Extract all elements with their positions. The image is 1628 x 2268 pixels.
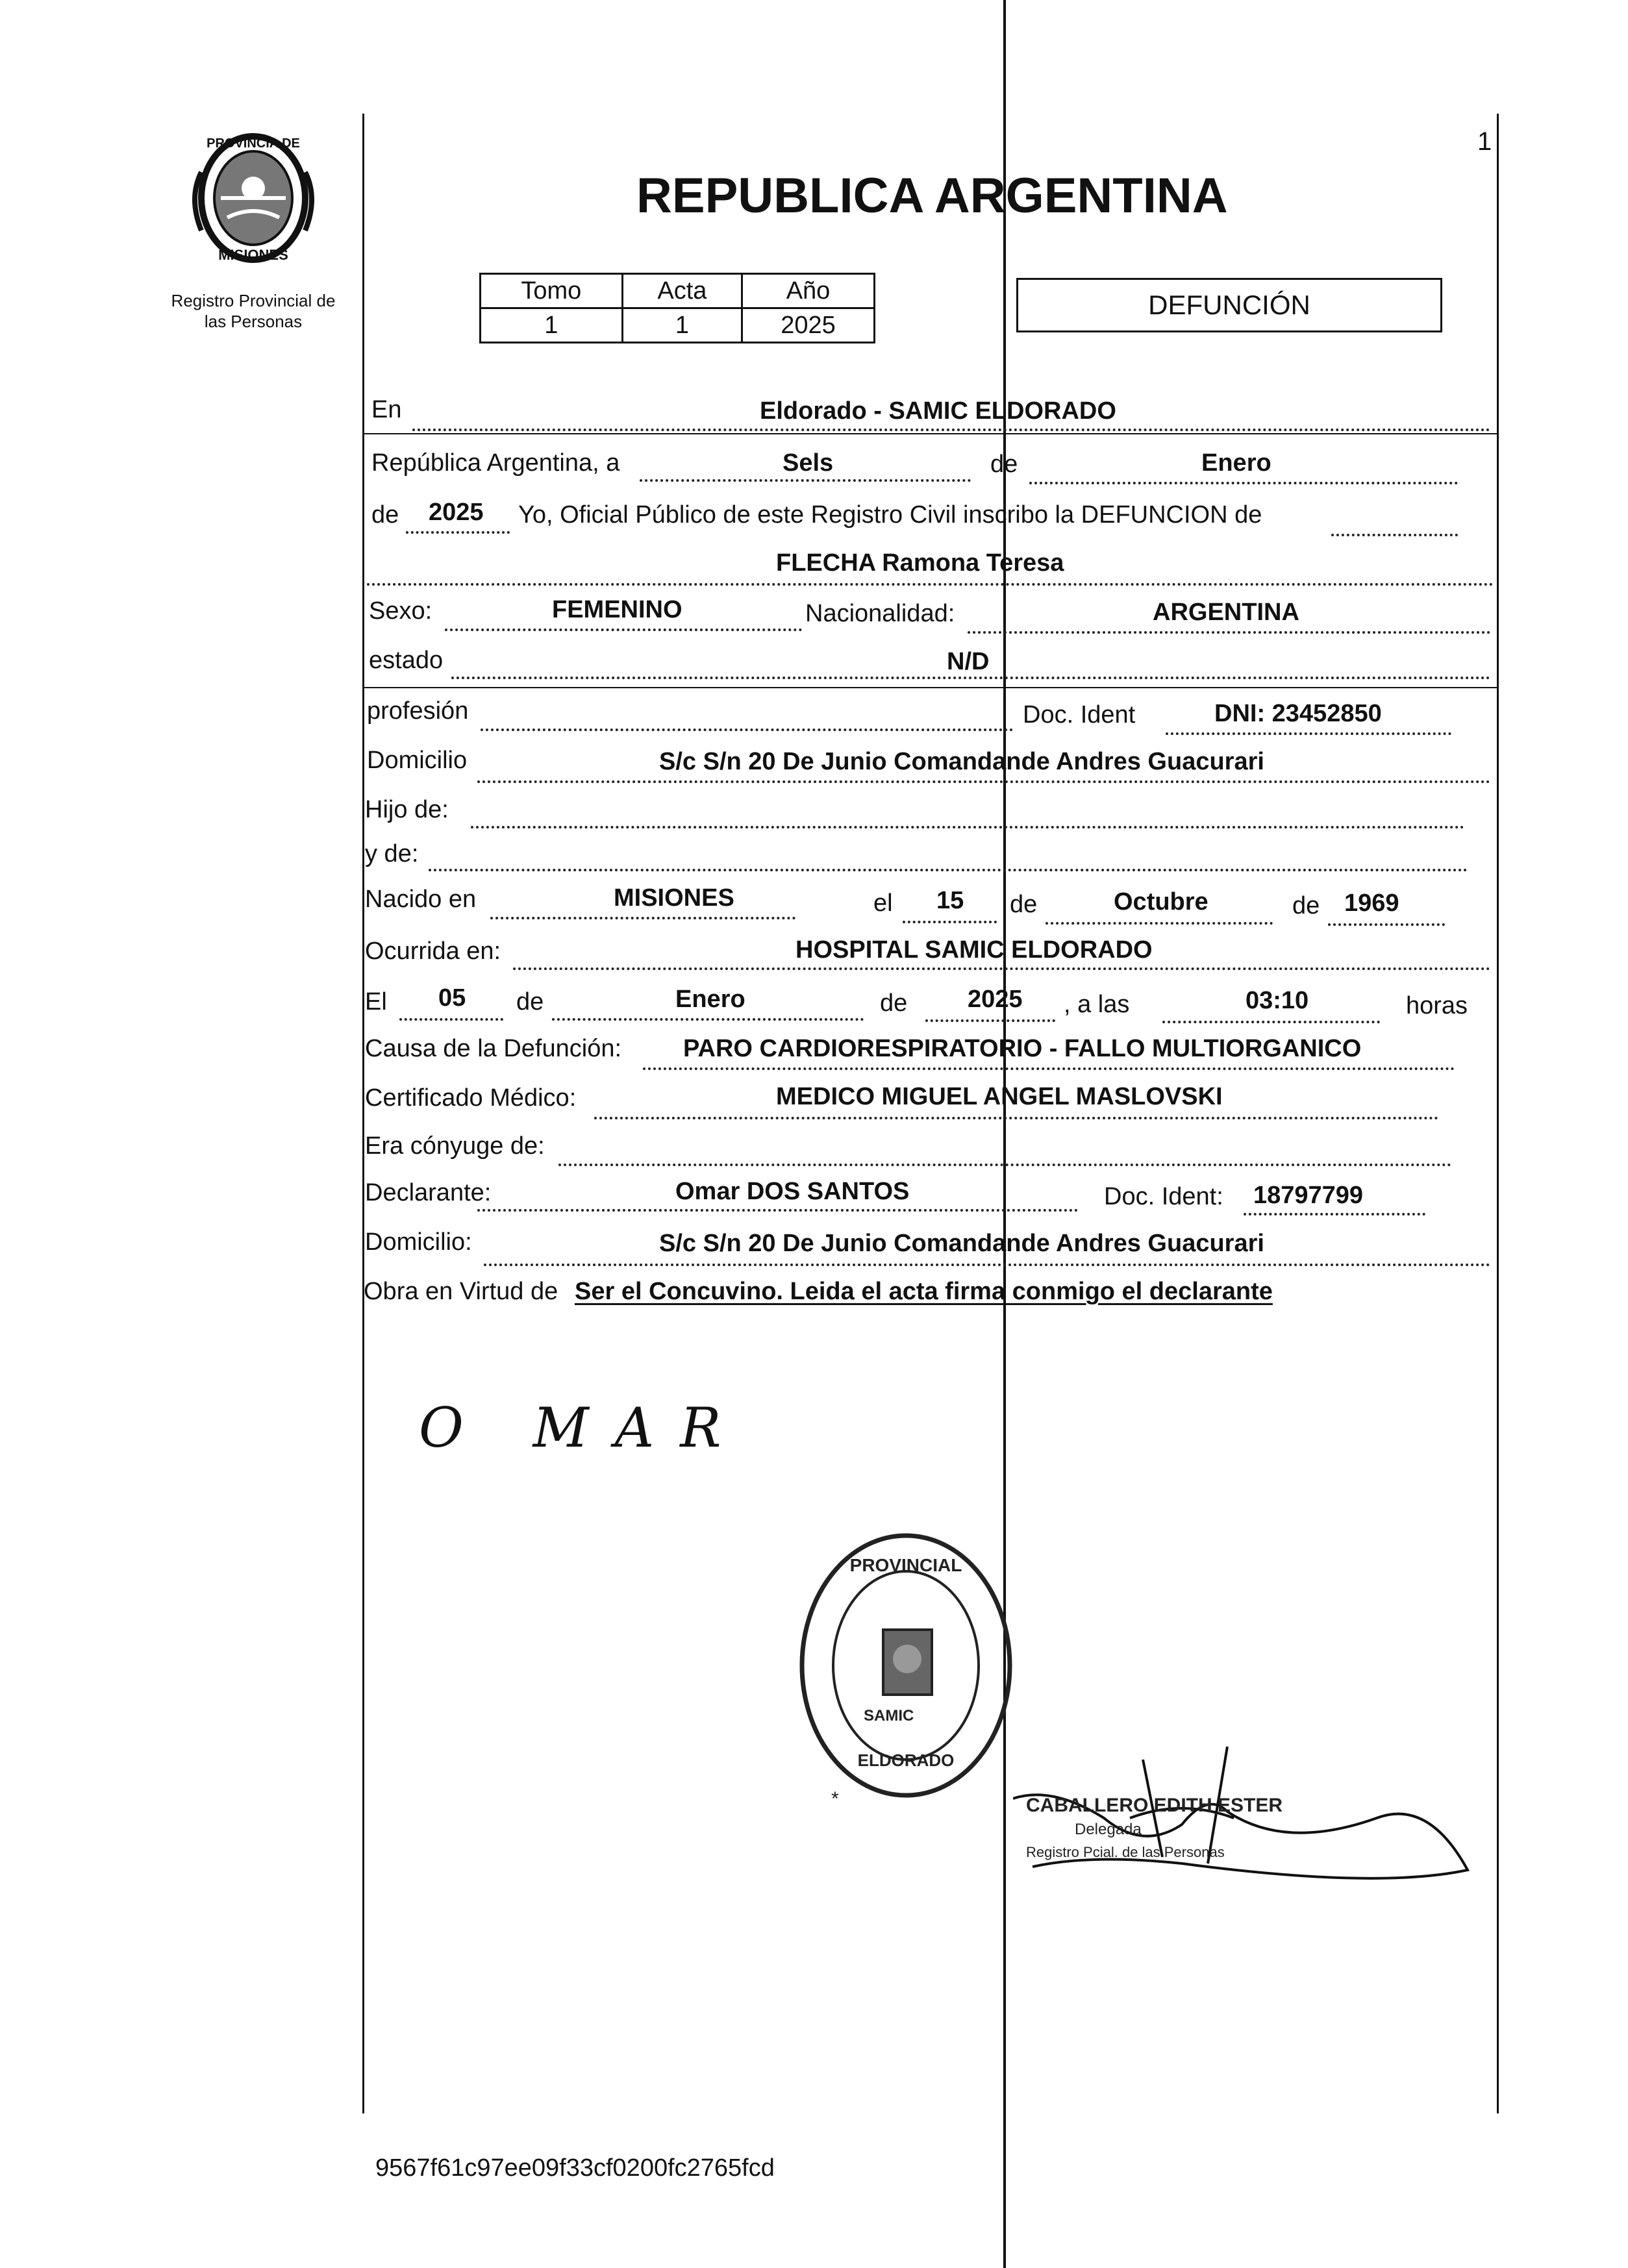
sexo-dotline (445, 629, 802, 631)
death-month-value: Enero (675, 986, 745, 1013)
right-border-line (1497, 114, 1499, 2113)
svg-text:Delegada: Delegada (1075, 1821, 1142, 1838)
death-de2-label: de (880, 990, 908, 1017)
birth-month-dotline (1046, 922, 1273, 925)
death-year-value: 2025 (968, 986, 1023, 1013)
table-header-acta: Acta (622, 274, 742, 308)
birth-de1-label: de (1010, 891, 1038, 918)
signature-scribble-icon (1013, 1721, 1481, 1902)
table-header-row (481, 274, 875, 308)
death-day-value: 05 (438, 984, 466, 1012)
svg-text:PROVINCIA DE: PROVINCIA DE (207, 136, 300, 151)
certificado-dotline (594, 1117, 1438, 1119)
yde-label: y de: (365, 840, 419, 867)
misiones-seal-icon (182, 127, 325, 269)
conyuge-dotline (558, 1164, 1451, 1166)
registry-logo (182, 127, 325, 269)
ocurrida-label: Ocurrida en: (365, 938, 501, 965)
estado-label: estado (369, 647, 444, 674)
nacionalidad-dotline (968, 631, 1490, 634)
day-month-de-label: de (990, 451, 1018, 478)
day-word-value: Sels (783, 449, 834, 477)
deceased-name-value: FLECHA Ramona Teresa (776, 549, 1064, 577)
table-header-ano: Año (742, 274, 875, 308)
profesion-dotline (481, 729, 1013, 731)
decl-domicilio-dotline (484, 1264, 1490, 1266)
declarante-doc-label: Doc. Ident: (1104, 1183, 1223, 1210)
en-dotline (412, 429, 1490, 431)
domicilio-value: S/c S/n 20 De Junio Comandande Andres Guacurari (659, 748, 1264, 775)
conyuge-label: Era cónyuge de: (365, 1132, 545, 1160)
svg-text:PROVINCIAL: PROVINCIAL (849, 1555, 962, 1575)
birth-day-dotline (903, 921, 997, 923)
scan-fold-line (1003, 0, 1006, 2268)
death-time-value: 03:10 (1246, 987, 1309, 1014)
doc-ident-value: DNI: 23452850 (1214, 700, 1382, 727)
sexo-label: Sexo: (369, 597, 432, 625)
declarante-value: Omar DOS SANTOS (675, 1178, 910, 1205)
statement-dotline (1331, 534, 1458, 536)
alas-label: , a las (1064, 991, 1130, 1018)
sexo-value: FEMENINO (552, 596, 683, 623)
year-prefix-label: de (371, 501, 399, 529)
ocurrida-dotline (513, 967, 1490, 970)
birth-year-value: 1969 (1344, 890, 1399, 917)
declarante-dotline (477, 1209, 1078, 1212)
el-label: El (365, 988, 387, 1016)
record-number-table (479, 273, 875, 343)
birth-year-dotline (1328, 923, 1445, 926)
estado-dotline (451, 677, 1490, 679)
row-separator-2 (364, 687, 1497, 688)
obra-label: Obra en Virtud de (364, 1278, 558, 1305)
document-hash: 9567f61c97ee09f33cf0200fc2765fcd (375, 2154, 775, 2182)
svg-text:CABALLERO EDITH ESTER: CABALLERO EDITH ESTER (1026, 1795, 1283, 1816)
svg-text:SAMIC: SAMIC (864, 1707, 914, 1725)
estado-value: N/D (947, 648, 990, 675)
en-value: Eldorado - SAMIC ELDORADO (760, 397, 1116, 425)
name-dotline (367, 583, 1494, 586)
official-stamp (792, 1526, 1020, 1812)
svg-text:MISIONES: MISIONES (218, 247, 288, 263)
nacido-el-label: el (873, 890, 893, 917)
registry-name-line1: Registro Provincial de (171, 291, 336, 310)
declarant-signature: O MAR (419, 1396, 747, 1460)
nacionalidad-label: Nacionalidad: (805, 600, 955, 627)
svg-text:Registro Pcial. de las Persona: Registro Pcial. de las Personas (1026, 1844, 1225, 1860)
hijo-label: Hijo de: (365, 796, 449, 823)
birth-month-value: Octubre (1114, 888, 1208, 916)
profesion-label: profesión (367, 697, 469, 725)
death-day-dotline (399, 1018, 503, 1021)
republica-label: República Argentina, a (371, 449, 620, 477)
birth-day-value: 15 (936, 887, 964, 914)
month-word-value: Enero (1201, 449, 1271, 477)
nacido-dotline (490, 917, 795, 919)
nacionalidad-value: ARGENTINA (1153, 599, 1299, 626)
causa-dotline (643, 1067, 1455, 1070)
nacido-value: MISIONES (614, 884, 734, 912)
page-number: 1 (1477, 127, 1492, 156)
death-time-dotline (1162, 1021, 1380, 1023)
declarante-doc-value: 18797799 (1253, 1182, 1364, 1209)
death-de1-label: de (516, 988, 544, 1016)
table-value-ano: 2025 (742, 308, 875, 343)
year-dotline (406, 531, 510, 534)
decl-domicilio-label: Domicilio: (365, 1228, 472, 1256)
certificado-value: MEDICO MIGUEL ANGEL MASLOVSKI (776, 1083, 1223, 1110)
domicilio-label: Domicilio (367, 747, 468, 774)
record-type-box (1016, 278, 1442, 332)
svg-text:ELDORADO: ELDORADO (857, 1751, 955, 1770)
ocurrida-value: HOSPITAL SAMIC ELDORADO (795, 936, 1153, 964)
doc-ident-label: Doc. Ident (1023, 701, 1136, 729)
death-year-dotline (925, 1019, 1055, 1022)
table-value-tomo: 1 (481, 308, 623, 343)
delegate-signature (1013, 1721, 1481, 1902)
doc-ident-dotline (1166, 732, 1451, 735)
day-dotline (640, 479, 971, 482)
nacido-label: Nacido en (365, 886, 477, 913)
decl-domicilio-value: S/c S/n 20 De Junio Comandande Andres Guacurari (659, 1230, 1264, 1257)
table-header-tomo: Tomo (481, 274, 623, 308)
declarante-label: Declarante: (365, 1179, 492, 1206)
left-border-line (362, 114, 364, 2113)
registry-stamp-icon (792, 1526, 1020, 1812)
statement-text: Yo, Oficial Público de este Registro Civil inscribo la DEFUNCION de (518, 501, 1262, 529)
year-value: 2025 (429, 499, 484, 526)
certificado-label: Certificado Médico: (365, 1084, 577, 1112)
horas-label: horas (1406, 992, 1468, 1019)
table-value-acta: 1 (622, 308, 742, 343)
svg-text:*: * (831, 1788, 839, 1810)
row-separator-1 (364, 433, 1497, 434)
record-type-label: DEFUNCIÓN (1148, 290, 1310, 320)
death-month-dotline (552, 1018, 864, 1021)
registry-name-line2: las Personas (204, 312, 303, 331)
month-dotline (1029, 482, 1458, 484)
page-title: REPUBLICA ARGENTINA (636, 168, 1228, 223)
obra-value: Ser el Concuvino. Leida el acta firma conmigo el declarante (575, 1278, 1273, 1305)
table-value-row (481, 308, 875, 343)
hijo-dotline (471, 826, 1464, 829)
declarante-doc-dotline (1244, 1213, 1425, 1215)
causa-label: Causa de la Defunción: (365, 1035, 622, 1062)
causa-value: PARO CARDIORESPIRATORIO - FALLO MULTIORGANICO (683, 1035, 1362, 1062)
birth-de2-label: de (1292, 892, 1320, 919)
en-label: En (371, 396, 402, 423)
domicilio-dotline (477, 780, 1490, 783)
yde-dotline (429, 869, 1468, 871)
